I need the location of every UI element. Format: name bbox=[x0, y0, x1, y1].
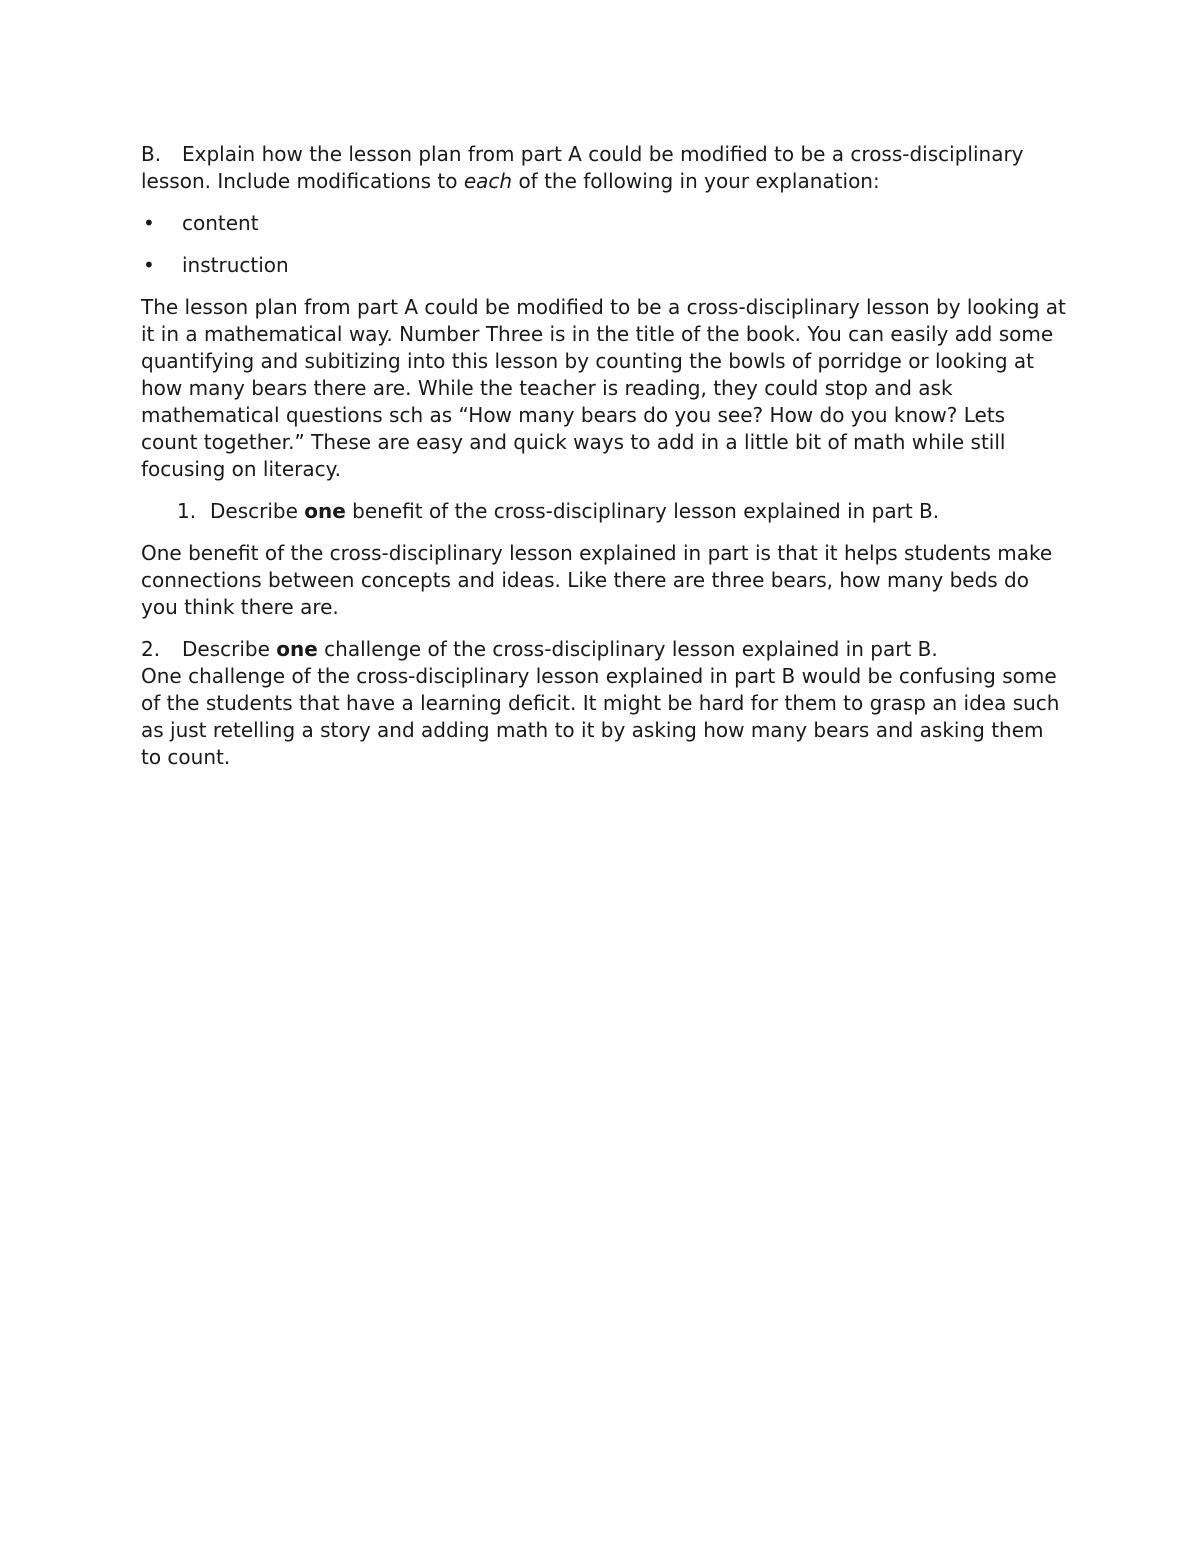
bullet-text: instruction bbox=[182, 253, 289, 277]
question-1-number: 1. bbox=[177, 499, 197, 523]
bullet-mark: • bbox=[143, 211, 155, 235]
question-2-text-after: challenge of the cross-disciplinary lesson explained in part B. bbox=[324, 637, 938, 661]
question-1-text-before: Describe bbox=[210, 499, 298, 523]
document-body bbox=[141, 141, 1066, 771]
bullet-mark: • bbox=[143, 253, 155, 277]
question-2 bbox=[141, 636, 1066, 663]
question-1-bold: one bbox=[304, 499, 346, 523]
question-b-text-before: Explain how the lesson plan from part A could be modified to be a cross-disciplinary lesson. Include modifications to bbox=[141, 142, 1024, 193]
question-1-text-after: benefit of the cross-disciplinary lesson explained in part B. bbox=[352, 499, 940, 523]
answer-2: One challenge of the cross-disciplinary lesson explained in part B would be confusing some of the students that have a learning deficit. It might be hard for them to grasp an idea such as just retelling a story and adding math to it by asking how many bears and asking them to count. bbox=[141, 664, 1060, 769]
question-b-emphasis: each bbox=[463, 169, 513, 193]
question-2-text bbox=[182, 636, 938, 663]
question-2-bold: one bbox=[276, 637, 318, 661]
question-2-text-before: Describe bbox=[182, 637, 270, 661]
answer-1: One benefit of the cross-disciplinary lesson explained in part is that it helps students make connections between concepts and ideas. Like there are three bears, how many beds do you think there are. bbox=[141, 541, 1053, 619]
bullet-item-content bbox=[141, 210, 1066, 237]
question-1-text bbox=[210, 498, 939, 525]
bullet-text: content bbox=[182, 211, 259, 235]
question-b-text-after: of the following in your explanation: bbox=[518, 169, 880, 193]
answer-b: The lesson plan from part A could be modified to be a cross-disciplinary lesson by looking at it in a mathematical way. Number Three is in the title of the book. You can easily add some quantifying and subitizing into this lesson by counting the bowls of porridge or looking at how many bears there are. While the teacher is reading, they could stop and ask mathematical questions sch as “How many bears do you see? How do you know? Lets count together.” These are easy and quick ways to add in a little bit of math while still focusing on literacy. bbox=[141, 295, 1066, 481]
bullet-item-instruction bbox=[141, 252, 1066, 279]
question-1 bbox=[177, 498, 1066, 525]
question-2-number: 2. bbox=[141, 637, 161, 661]
question-b-label: B. bbox=[141, 142, 162, 166]
question-b bbox=[141, 141, 1066, 195]
